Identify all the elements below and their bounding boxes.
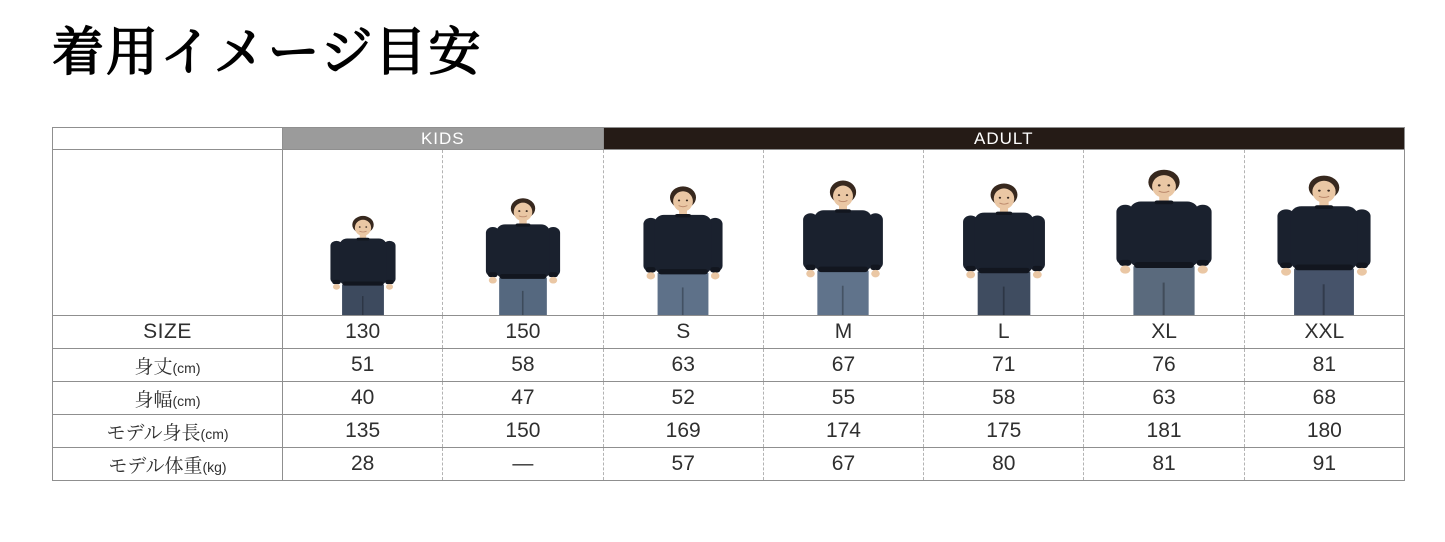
body-width-m: 55 bbox=[763, 382, 923, 415]
model-height-l: 175 bbox=[924, 415, 1084, 448]
model-photo-l bbox=[924, 150, 1084, 316]
model-figure-130 bbox=[316, 214, 409, 315]
model-height-130: 135 bbox=[283, 415, 443, 448]
kids-group-header: KIDS bbox=[283, 128, 604, 150]
model-weight-l: 80 bbox=[924, 448, 1084, 481]
model-photo-row bbox=[53, 150, 1405, 316]
body-length-m: 67 bbox=[763, 349, 923, 382]
body-width-unit: (cm) bbox=[172, 392, 201, 409]
model-weight-s: 57 bbox=[603, 448, 763, 481]
model-height-label: モデル身長 bbox=[106, 422, 201, 444]
model-weight-xxl: 91 bbox=[1244, 448, 1404, 481]
photo-row-label-cell bbox=[53, 150, 283, 316]
size-value-xxl: XXL bbox=[1244, 316, 1404, 349]
model-height-s: 169 bbox=[603, 415, 763, 448]
row-label-body-width bbox=[53, 382, 283, 415]
model-height-150: 150 bbox=[443, 415, 603, 448]
model-figure-xxl bbox=[1258, 173, 1391, 315]
size-value-150: 150 bbox=[443, 316, 603, 349]
body-length-150: 58 bbox=[443, 349, 603, 382]
model-weight-row bbox=[53, 448, 1405, 481]
row-label-body-length bbox=[53, 349, 283, 382]
size-value-l: L bbox=[924, 316, 1084, 349]
model-weight-label: モデル体重 bbox=[108, 455, 203, 477]
model-height-xl: 181 bbox=[1084, 415, 1244, 448]
body-length-130: 51 bbox=[283, 349, 443, 382]
size-row bbox=[53, 316, 1405, 349]
model-weight-130: 28 bbox=[283, 448, 443, 481]
size-value-s: S bbox=[603, 316, 763, 349]
model-height-row bbox=[53, 415, 1405, 448]
body-length-label: 身丈 bbox=[134, 356, 173, 378]
model-figure-xl bbox=[1096, 167, 1232, 315]
model-height-m: 174 bbox=[763, 415, 923, 448]
body-length-xxl: 81 bbox=[1244, 349, 1404, 382]
group-header-row bbox=[53, 128, 1405, 150]
row-label-size: SIZE bbox=[53, 316, 283, 349]
model-weight-unit: (kg) bbox=[202, 458, 227, 475]
body-width-150: 47 bbox=[443, 382, 603, 415]
body-length-unit: (cm) bbox=[172, 359, 201, 376]
row-label-model-height bbox=[53, 415, 283, 448]
model-figure-150 bbox=[470, 196, 576, 315]
body-width-l: 58 bbox=[924, 382, 1084, 415]
model-photo-xxl bbox=[1244, 150, 1404, 316]
body-width-xxl: 68 bbox=[1244, 382, 1404, 415]
body-length-row bbox=[53, 349, 1405, 382]
body-width-xl: 63 bbox=[1084, 382, 1244, 415]
model-photo-150 bbox=[443, 150, 603, 316]
model-height-xxl: 180 bbox=[1244, 415, 1404, 448]
model-figure-s bbox=[627, 184, 740, 315]
body-length-xl: 76 bbox=[1084, 349, 1244, 382]
model-photo-m bbox=[763, 150, 923, 316]
size-value-xl: XL bbox=[1084, 316, 1244, 349]
model-photo-s bbox=[603, 150, 763, 316]
row-label-model-weight bbox=[53, 448, 283, 481]
model-weight-150: — bbox=[443, 448, 603, 481]
adult-group-header: ADULT bbox=[603, 128, 1404, 150]
body-width-label: 身幅 bbox=[134, 389, 173, 411]
model-weight-m: 67 bbox=[763, 448, 923, 481]
model-figure-l bbox=[945, 181, 1062, 315]
size-value-m: M bbox=[763, 316, 923, 349]
model-height-unit: (cm) bbox=[200, 425, 229, 442]
body-length-s: 63 bbox=[603, 349, 763, 382]
body-width-s: 52 bbox=[603, 382, 763, 415]
model-photo-xl bbox=[1084, 150, 1244, 316]
size-value-130: 130 bbox=[283, 316, 443, 349]
table-corner-cell bbox=[53, 128, 283, 150]
size-chart-table bbox=[52, 127, 1405, 481]
model-photo-130 bbox=[283, 150, 443, 316]
page-title: 着用イメージ目安 bbox=[52, 24, 483, 82]
body-width-row bbox=[53, 382, 1405, 415]
model-weight-xl: 81 bbox=[1084, 448, 1244, 481]
body-length-l: 71 bbox=[924, 349, 1084, 382]
body-width-130: 40 bbox=[283, 382, 443, 415]
model-figure-m bbox=[786, 178, 900, 315]
